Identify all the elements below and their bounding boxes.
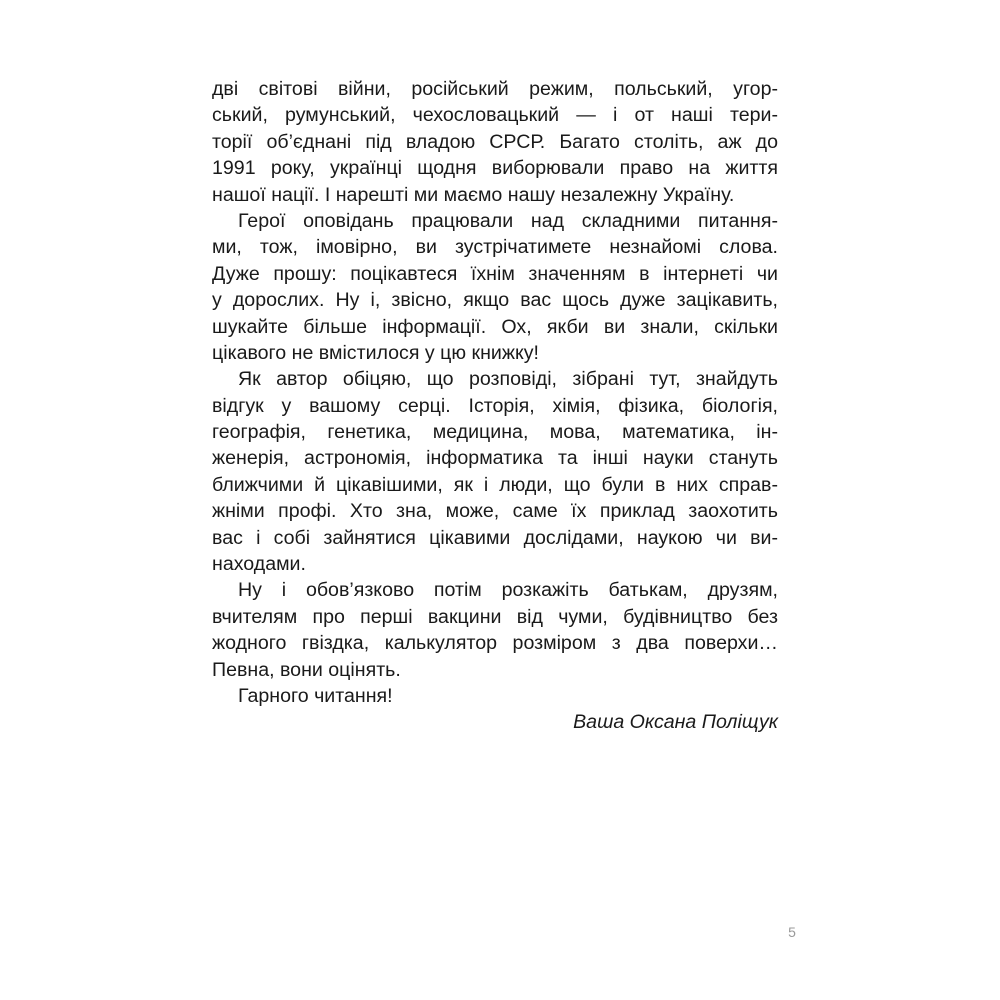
page-number: 5	[788, 924, 796, 940]
paragraph-3	[212, 366, 778, 577]
text-line: Герої оповідань працювали над складними питання-	[238, 209, 778, 232]
text-line: женерія, астрономія, інформатика та інші науки стануть	[212, 447, 778, 470]
text-line: вчителям про перші вакцини від чуми, будівництво без	[212, 605, 778, 628]
text-line: цікавого не вмістилося у цю книжку!	[212, 341, 539, 364]
author-signature: Ваша Оксана Поліщук	[573, 711, 778, 734]
text-line: ближчими й цікавішими, як і люди, що були в них справ-	[212, 473, 778, 496]
text-line: вас і собі зайнятися цікавими дослідами, наукою чи ви-	[212, 526, 778, 549]
text-line: Гарного читання!	[238, 684, 393, 707]
text-line: ми, тож, імовірно, ви зустрічатимете незнайомі слова.	[212, 236, 778, 259]
paragraph-1	[212, 76, 778, 208]
text-block	[212, 76, 778, 736]
text-line: у дорослих. Ну і, звісно, якщо вас щось дуже зацікавить,	[212, 289, 778, 312]
text-line: торії об’єднані під владою СРСР. Багато століть, аж до	[212, 130, 778, 153]
text-line: нашої нації. І нарешті ми маємо нашу незалежну Україну.	[212, 183, 735, 206]
text-line: географія, генетика, медицина, мова, математика, ін-	[212, 421, 778, 444]
paragraph-4	[212, 577, 778, 683]
text-line: жніми профі. Хто зна, може, саме їх приклад заохотить	[212, 500, 778, 523]
text-line: відгук у вашому серці. Історія, хімія, фізика, біологія,	[212, 394, 778, 417]
text-line: дві світові війни, російський режим, польський, угор-	[212, 78, 778, 100]
text-line: Як автор обіцяю, що розповіді, зібрані тут, знайдуть	[238, 368, 778, 391]
text-line: ський, румунський, чехословацький — і от наші тери-	[212, 104, 778, 127]
paragraph-5	[212, 683, 778, 709]
text-line: Ну і обов’язково потім розкажіть батькам, друзям,	[238, 579, 778, 602]
text-line: находами.	[212, 553, 306, 576]
text-line: 1991 року, українці щодня виборювали право на життя	[212, 157, 778, 180]
paragraph-2	[212, 208, 778, 366]
text-line: Певна, вони оцінять.	[212, 658, 401, 681]
text-line: Дуже прошу: поцікавтеся їхнім значенням в інтернеті чи	[212, 262, 778, 285]
text-line: шукайте більше інформації. Ох, якби ви знали, скільки	[212, 315, 778, 338]
text-line: жодного гвіздка, калькулятор розміром з два поверхи…	[212, 632, 778, 655]
